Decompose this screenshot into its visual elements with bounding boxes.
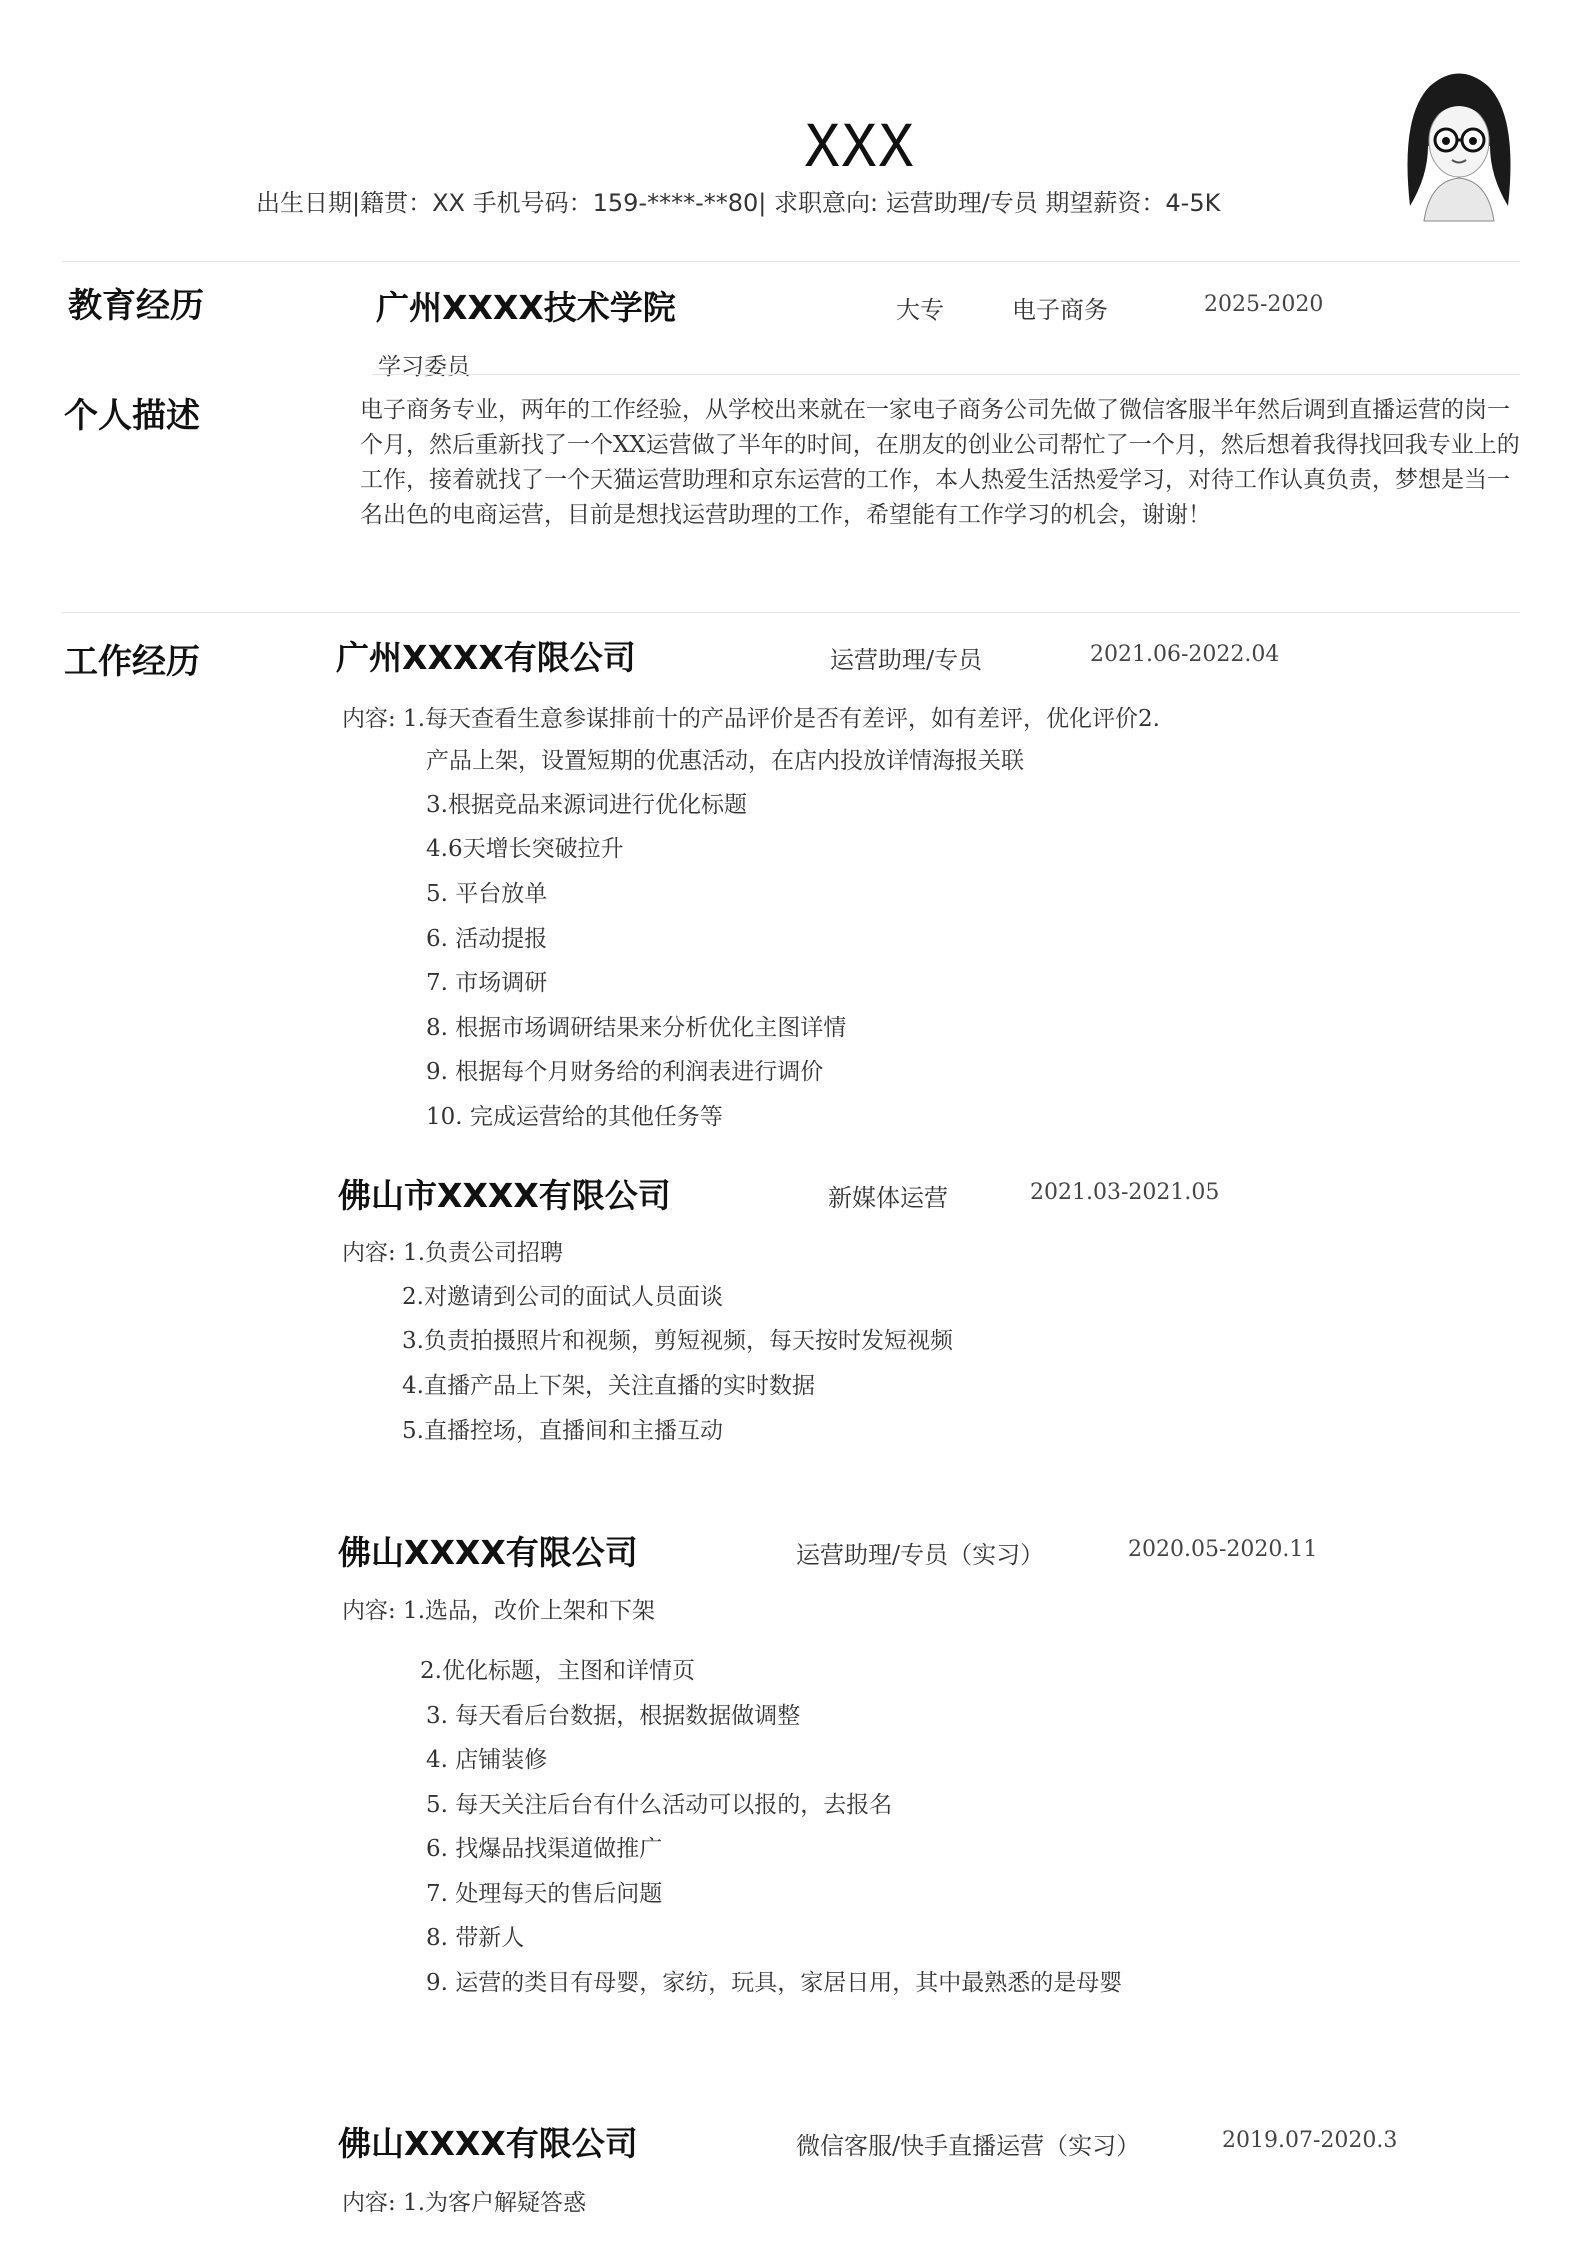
- job-duty-item: 4.直播产品上下架，关注直播的实时数据: [402, 1373, 815, 1399]
- resume-name: XXX: [804, 112, 916, 180]
- job-duty-item: 3.根据竞品来源词进行优化标题: [426, 792, 747, 818]
- job-date: 2021.06-2022.04: [1090, 642, 1280, 667]
- job-duty-item: 5. 平台放单: [426, 881, 548, 907]
- job-role: 运营助理/专员: [830, 646, 983, 674]
- job-role: 微信客服/快手直播运营（实习）: [796, 2132, 1141, 2160]
- job-duty-item: 9. 运营的类目有母婴，家纺，玩具，家居日用，其中最熟悉的是母婴: [426, 1970, 1123, 1996]
- job-duty-item: 7. 市场调研: [426, 970, 548, 996]
- header-divider: [62, 261, 1520, 262]
- job-duty-item: 2.优化标题，主图和详情页: [420, 1658, 695, 1684]
- education-divider: [372, 374, 1520, 375]
- job-duty-item: 5. 每天关注后台有什么活动可以报的，去报名: [426, 1792, 893, 1818]
- job-duty-item: 4. 店铺装修: [426, 1747, 548, 1773]
- personal-info-line: 出生日期|籍贯：XX 手机号码：159-****-**80| 求职意向: 运营助理/专员 期望薪资：4-5K: [256, 189, 1221, 217]
- job-company: 佛山XXXX有限公司: [338, 2124, 638, 2163]
- job-company: 佛山市XXXX有限公司: [338, 1176, 671, 1215]
- education-degree: 大专: [896, 296, 944, 324]
- job-duty-item: 6. 找爆品找渠道做推广: [426, 1836, 663, 1862]
- school-name: 广州XXXX技术学院: [376, 288, 676, 327]
- job-duty-first: 内容: 1.每天查看生意参谋排前十的产品评价是否有差评，如有差评，优化评价2.: [342, 706, 1160, 732]
- job-duty-first: 内容: 1.为客户解疑答惑: [342, 2190, 587, 2216]
- job-duty-item: 3.负责拍摄照片和视频，剪短视频，每天按时发短视频: [402, 1328, 953, 1354]
- job-duty-item: 8. 根据市场调研结果来分析优化主图详情: [426, 1015, 847, 1041]
- job-date: 2020.05-2020.11: [1128, 1537, 1318, 1562]
- profile-divider: [62, 612, 1520, 613]
- job-duty-item: 3. 每天看后台数据，根据数据做调整: [426, 1703, 801, 1729]
- section-title-education: 教育经历: [68, 286, 204, 326]
- job-company: 佛山XXXX有限公司: [338, 1533, 638, 1572]
- job-duty-item: 10. 完成运营给的其他任务等: [426, 1104, 723, 1130]
- job-duty-first: 内容: 1.负责公司招聘: [342, 1240, 564, 1266]
- job-duty-item: 4.6天增长突破拉升: [426, 836, 624, 862]
- job-duty-item: 9. 根据每个月财务给的利润表进行调价: [426, 1059, 824, 1085]
- education-role: 学习委员: [378, 354, 470, 380]
- profile-description: 电子商务专业，两年的工作经验，从学校出来就在一家电子商务公司先做了微信客服半年然后调到直播运营的岗一个月，然后重新找了一个XX运营做了半年的时间，在朋友的创业公司帮忙了一个月，然后想着我得找回我专业上的工作，接着就找了一个天猫运营助理和京东运营的工作，本人热爱生活热爱学习，对待工作认真负责，梦想是当一名出色的电商运营，目前是想找运营助理的工作，希望能有工作学习的机会，谢谢！: [360, 397, 1520, 528]
- job-role: 运营助理/专员（实习）: [796, 1541, 1045, 1569]
- job-company: 广州XXXX有限公司: [336, 638, 636, 677]
- job-duty-first: 内容: 1.选品，改价上架和下架: [342, 1598, 656, 1624]
- job-date: 2021.03-2021.05: [1030, 1180, 1220, 1205]
- job-role: 新媒体运营: [828, 1184, 948, 1212]
- job-duty-item: 5.直播控场，直播间和主播互动: [402, 1418, 723, 1444]
- education-date: 2025-2020: [1204, 292, 1324, 317]
- job-duty-item: 6. 活动提报: [426, 926, 548, 952]
- job-duty-item: 2.对邀请到公司的面试人员面谈: [402, 1284, 723, 1310]
- section-title-profile: 个人描述: [64, 396, 200, 436]
- section-title-work: 工作经历: [64, 642, 200, 682]
- job-duty-item: 7. 处理每天的售后问题: [426, 1881, 663, 1907]
- education-major: 电子商务: [1012, 296, 1108, 324]
- job-duty-item: 8. 带新人: [426, 1925, 525, 1951]
- job-date: 2019.07-2020.3: [1222, 2128, 1398, 2153]
- job-duty-item: 产品上架，设置短期的优惠活动，在店内投放详情海报关联: [426, 748, 1024, 774]
- cartoon-girl-glasses-avatar-icon: [1390, 56, 1528, 226]
